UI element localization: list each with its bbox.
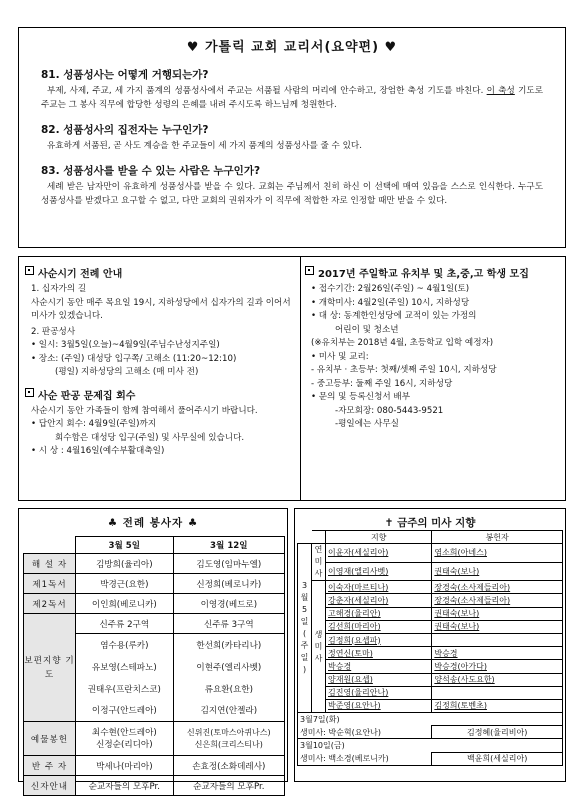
intent-name: 김진영(율리안나) bbox=[326, 686, 432, 699]
mass-intentions-title: ✝ 금주의 미사 지향 bbox=[384, 517, 476, 529]
table-row: 유보영(스테파노) 이현주(엘리사벳) bbox=[24, 656, 285, 678]
square-bullet-icon bbox=[305, 266, 314, 275]
volunteers-header-row bbox=[24, 537, 285, 554]
requiem-mass-label: 연 미 사 bbox=[312, 544, 326, 581]
mass-intentions-table bbox=[297, 530, 563, 766]
table-row bbox=[298, 699, 563, 712]
notice-line: - 유치부 · 초등부: 첫째/셋째 주일 10시, 지하성당 bbox=[311, 365, 497, 375]
offerer-name: 염소희(아녜스) bbox=[432, 544, 563, 563]
table-row: 제2독서 이인희(베로니카) 이영경(베드로) bbox=[24, 594, 285, 614]
volunteers-title: ♣ 전례 봉사자 ♣ bbox=[107, 517, 199, 529]
table-row bbox=[298, 594, 563, 607]
table-row bbox=[298, 633, 563, 646]
table-row: 이정구(안드레아) 김지연(안젤라) bbox=[24, 700, 285, 722]
intent-name: 박승경 bbox=[326, 660, 432, 673]
notice-line: - 중고등부: 둘째 주일 16시, 지하성당 bbox=[311, 378, 453, 389]
notices-right-column bbox=[305, 265, 563, 432]
intent-name: 이윤자(세실리아) bbox=[326, 544, 432, 563]
offerer-name: 장경숙(소사제들리아) bbox=[432, 594, 563, 607]
notice-line: • 문의 및 등록신청서 배부 bbox=[311, 392, 411, 402]
intent-name: 김정희(요셉파) bbox=[326, 633, 432, 646]
catechism-title: ♥ 가톨릭 교회 교리서(요약편) ♥ bbox=[186, 40, 398, 55]
notice-line: • 개학미사: 4월2일(주일) 10시, 지하성당 bbox=[311, 297, 470, 308]
intent-name: 김선희(마리아) bbox=[326, 620, 432, 633]
notice-line: 사순시기 동안 가족들이 함께 참여해서 풀어주시기 바랍니다. bbox=[31, 405, 258, 416]
offerer-name: 김정희(토벤초) bbox=[432, 699, 563, 712]
table-row: 염수용(루카) 한선희(카타리나) bbox=[24, 634, 285, 656]
square-bullet-icon bbox=[25, 388, 34, 397]
notice-line: • 장소: (주일) 대성당 입구쪽/ 고해소 (11:20~12:10) bbox=[31, 353, 237, 364]
offerer-name: 박승경(아가다) bbox=[432, 660, 563, 673]
offerer-name: 양석송(사도요한) bbox=[432, 673, 563, 686]
volunteers-table bbox=[23, 536, 285, 796]
offerer-name: 권태숙(보나) bbox=[432, 607, 563, 620]
table-row bbox=[298, 620, 563, 633]
table-row bbox=[298, 647, 563, 660]
table-row bbox=[298, 544, 563, 563]
offerer-name: 권태숙(보나) bbox=[432, 620, 563, 633]
notice-line: 사순시기 동안 매주 목요일 19시, 지하성당에서 십자가의 길과 이어서 미사가 있겠습니다. bbox=[31, 297, 291, 321]
catechism-box bbox=[18, 27, 566, 248]
table-row bbox=[298, 739, 563, 752]
intent-name: 생미사: 백소경(베로니카) bbox=[298, 752, 432, 765]
table-row bbox=[298, 660, 563, 673]
table-row: 권태우(프란치스코) 류요환(요한) bbox=[24, 678, 285, 700]
table-row bbox=[298, 607, 563, 620]
date-header: 3월 12일 bbox=[173, 537, 284, 554]
sunday-school-title: 2017년 주일학교 유치부 및 초,중,고 학생 모집 bbox=[305, 265, 563, 280]
table-row bbox=[298, 581, 563, 594]
table-row: 제1독서 박경근(요한) 신정희(베로니카) bbox=[24, 574, 285, 594]
mass-day-label: 3월10일(금) bbox=[298, 739, 563, 752]
table-row bbox=[298, 713, 563, 726]
square-bullet-icon bbox=[25, 266, 34, 275]
offerer-name: 권태숙(보나) bbox=[432, 562, 563, 581]
questionnaire-title: 사순 판공 문제집 회수 bbox=[25, 387, 297, 402]
notice-line: • 대 상: 동계한인성당에 교적이 있는 가정의 bbox=[311, 311, 477, 321]
intent-name: 정연신(토마) bbox=[326, 647, 432, 660]
notices-left-column bbox=[25, 265, 297, 459]
table-row bbox=[298, 726, 563, 739]
notice-line: -평일에는 사무실 bbox=[335, 419, 399, 429]
living-mass-label: 생 미 사 bbox=[312, 581, 326, 713]
notice-line: • 시 상 : 4월16일(예수부활대축일) bbox=[31, 446, 165, 456]
notice-line: 회수함은 대성당 입구(주일) 및 사무실에 있습니다. bbox=[55, 432, 245, 443]
table-row: 보편지향 기 도 신주류 2구역 신주류 3구역 bbox=[24, 614, 285, 634]
intent-col-header: 지향 bbox=[326, 531, 432, 544]
lent-notice-title: 사순시기 전례 안내 bbox=[25, 265, 297, 280]
notice-line: 2. 판공성사 bbox=[31, 326, 76, 337]
questionnaire-list bbox=[25, 405, 297, 459]
intent-name: 고해경(율리안) bbox=[326, 607, 432, 620]
notice-line: -자모회장: 080-5443-9521 bbox=[335, 405, 444, 416]
offerer-name: 장경숙(소사제들리아) bbox=[432, 581, 563, 594]
mass-day-label: 3월7일(화) bbox=[298, 713, 563, 726]
intent-name: 강춘자(세실리아) bbox=[326, 594, 432, 607]
intent-name: 양재원(요셉) bbox=[326, 673, 432, 686]
notice-line: (※유치부는 2018년 4월, 초등학교 입학 예정자) bbox=[311, 338, 494, 348]
offerer-col-header: 봉헌자 bbox=[432, 531, 563, 544]
offerer-name: 김정혜(율리비아) bbox=[432, 726, 563, 739]
intent-name: 이숙자(마르티나) bbox=[326, 581, 432, 594]
notice-line: 1. 십자가의 길 bbox=[31, 284, 87, 294]
date-header: 3월 5일 bbox=[76, 537, 174, 554]
question: 83. 성품성사를 받을 수 있는 사람은 누구인가? bbox=[41, 165, 261, 177]
table-row bbox=[298, 562, 563, 581]
mass-intentions-box bbox=[294, 508, 566, 782]
question: 81. 성품성사는 어떻게 거행되는가? bbox=[41, 69, 209, 81]
catechism-qa-1 bbox=[41, 67, 543, 112]
intent-name: 이영재(엘리사벳) bbox=[326, 562, 432, 581]
notice-line: • 답안지 회수: 4월9일(주일)까지 bbox=[31, 419, 157, 429]
offerer-name bbox=[432, 686, 563, 699]
liturgy-volunteers-box bbox=[18, 508, 288, 792]
lent-notice-list bbox=[25, 283, 297, 380]
table-row: 해 설 자 김방희(율리아) 김도영(임마누엘) bbox=[24, 554, 285, 574]
notice-line: • 미사 및 교리: bbox=[311, 351, 369, 362]
offerer-name bbox=[432, 633, 563, 646]
sunday-school-list bbox=[305, 283, 563, 432]
column-divider bbox=[300, 257, 301, 500]
catechism-qa-2 bbox=[41, 122, 543, 153]
notice-line: • 접수기간: 2월26일(주일) ~ 4월1일(토) bbox=[311, 284, 470, 294]
intent-name: 박준영(요안나) bbox=[326, 699, 432, 712]
notices-box bbox=[18, 256, 566, 501]
mass-header-row bbox=[298, 531, 563, 544]
notice-line: (평일) 지하성당의 고해소 (매 미사 전) bbox=[55, 367, 199, 377]
table-row: 반 주 자 박세나(마리아) 손효정(소화데레사) bbox=[24, 756, 285, 776]
table-row bbox=[298, 673, 563, 686]
table-row bbox=[298, 686, 563, 699]
offerer-name: 백윤희(세실리아) bbox=[432, 752, 563, 765]
offerer-name: 박승경 bbox=[432, 647, 563, 660]
answer: 세례 받은 남자만이 유효하게 성품성사를 받을 수 있다. 교회는 주님께서 친히 하신 이 선택에 매여 있음을 스스로 인식한다. 누구도 성품성사를 받겠다고 요구할 수 없고, 다만 교회의 권위자가 이 직무에 적합한 자로 인정할 때만 받을 수 있다. bbox=[41, 182, 543, 206]
notice-line: 어린이 및 청소년 bbox=[335, 324, 399, 335]
question: 82. 성품성사의 집전자는 누구인가? bbox=[41, 124, 209, 136]
intent-name: 생미사: 박순혁(요안나) bbox=[298, 726, 432, 739]
notice-line: • 일시: 3월5일(오늘)~4월9일(주님수난성지주일) bbox=[31, 340, 220, 350]
table-row: 신자안내 순교자들의 모후Pr. 순교자들의 모후Pr. bbox=[24, 776, 285, 796]
answer: 부제, 사제, 주교, 세 가지 품계의 성품성사에서 주교는 서품될 사람의 머리에 안수하고, 장엄한 축성 기도를 바친다. 이 축성 기도로 주교는 그 봉사 직무에 합당한 성령의 은혜를 내려 주시도록 하느님께 청원한다. bbox=[41, 86, 543, 110]
table-row: 예물봉헌 최수현(안드레아) 신정순(리디아) 신위진(토마스아퀴나스) 신은희(크리스티나) bbox=[24, 722, 285, 756]
catechism-qa-3 bbox=[41, 163, 543, 208]
answer: 유효하게 서품된, 곧 사도 계승을 한 주교들이 세 가지 품계의 성품성사를 줄 수 있다. bbox=[47, 141, 362, 151]
table-row bbox=[298, 752, 563, 765]
mass-date-label: 3 월 5 일 ( 주 일 ) bbox=[298, 544, 312, 713]
